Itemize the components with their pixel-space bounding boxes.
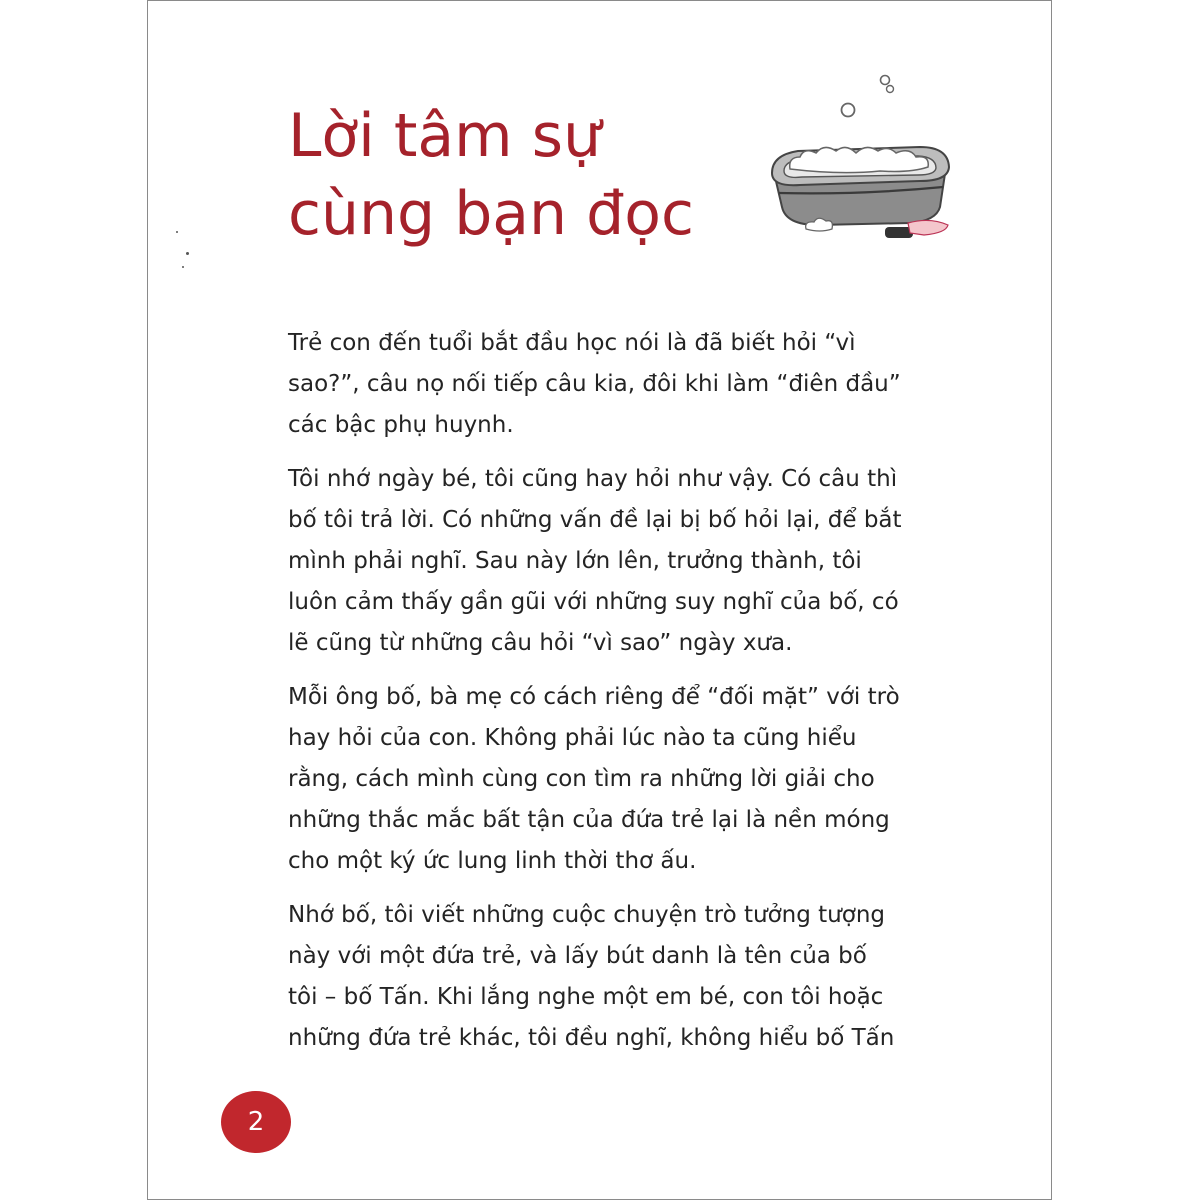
bubble-small-icon (881, 76, 890, 85)
title-line-1: Lời tâm sự (288, 101, 601, 171)
scan-speck (186, 252, 189, 255)
paragraph: Mỗi ông bố, bà mẹ có cách riêng để “đối mặt” với trò hay hỏi của con. Không phải lúc nào ta cũng hiểu rằng, cách mình cùng con tìm ra những lời giải cho những thắc mắc bất tận của đứa trẻ lại là nền móng cho một ký ức lung linh thời thơ ấu. (288, 684, 900, 874)
bubble-small-icon (887, 86, 894, 93)
bubble-icon (842, 104, 855, 117)
paragraph: Tôi nhớ ngày bé, tôi cũng hay hỏi như vậy. Có câu thì bố tôi trả lời. Có những vấn đề lại bị bố hỏi lại, để bắt mình phải nghĩ. Sau này lớn lên, trưởng thành, tôi luôn cảm thấy gần gũi với những suy nghĩ của bố, có lẽ cũng từ những câu hỏi “vì sao” ngày xưa. (288, 466, 902, 656)
body-text (288, 323, 928, 1072)
foam-icon (790, 147, 929, 172)
scan-speck (176, 231, 178, 233)
paragraph: Nhớ bố, tôi viết những cuộc chuyện trò tưởng tượng này với một đứa trẻ, và lấy bút danh là tên của bố tôi – bố Tấn. Khi lắng nghe một em bé, con tôi hoặc những đứa trẻ khác, tôi đều nghĩ, không hiểu bố Tấn (288, 902, 895, 1051)
title-line-2: cùng bạn đọc (288, 179, 694, 249)
sponge-icon (908, 220, 948, 235)
page-title (288, 97, 694, 253)
paragraph: Trẻ con đến tuổi bắt đầu học nói là đã biết hỏi “vì sao?”, câu nọ nối tiếp câu kia, đôi khi làm “điên đầu” các bậc phụ huynh. (288, 330, 901, 438)
bathtub-illustration (760, 69, 960, 244)
page-number-badge: 2 (221, 1091, 291, 1153)
book-page (147, 0, 1052, 1200)
scan-speck (182, 266, 184, 268)
